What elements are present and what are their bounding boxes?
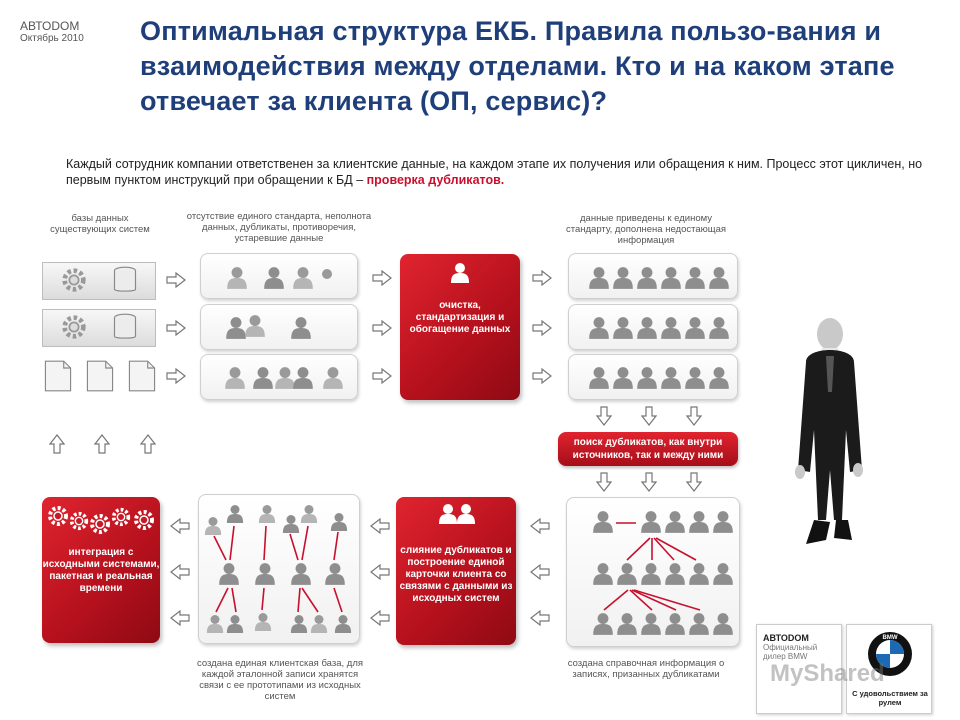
arrow-down-icon xyxy=(642,473,656,491)
arrow-right-icon xyxy=(167,321,185,335)
arrow-right-icon xyxy=(373,321,391,335)
bmw-mark: BMW xyxy=(882,635,898,641)
arrow-down-icon xyxy=(597,473,611,491)
arrow-left-icon xyxy=(371,565,389,579)
arrow-left-icon xyxy=(171,519,189,533)
arrow-left-icon xyxy=(531,611,549,625)
intro-text: Каждый сотрудник компании ответственен за клиентские данные, на каждом этапе их получения или обращения к ним. Процесс этот цикличен, но первым пунктом инструкций при обращении к БД – xyxy=(66,157,923,187)
arrow-up-icon xyxy=(95,435,109,453)
arrow-left-icon xyxy=(531,519,549,533)
arrow-right-icon xyxy=(533,271,551,285)
arrow-right-icon xyxy=(373,369,391,383)
intro-highlight: проверка дубликатов. xyxy=(366,173,505,187)
document-icon xyxy=(45,361,70,391)
caption-unified-base: создана единая клиентская база, для каждой эталонной записи хранятся связи с ее прототипами из исходных систем xyxy=(196,658,364,702)
arrow-down-icon xyxy=(687,473,701,491)
arrow-up-icon xyxy=(50,435,64,453)
arrow-right-icon xyxy=(373,271,391,285)
group-icon xyxy=(439,504,475,524)
arrow-left-icon xyxy=(171,565,189,579)
document-icon xyxy=(87,361,112,391)
arrow-left-icon xyxy=(171,611,189,625)
gear-icon xyxy=(50,508,152,532)
arrow-left-icon xyxy=(371,519,389,533)
person-icon xyxy=(225,267,343,389)
watermark: MyShared xyxy=(770,660,885,687)
step-dup-search-label: поиск дубликатов, как внутри источников, так и между ними xyxy=(572,437,724,461)
arrow-down-icon xyxy=(642,407,656,425)
caption-legacy-db: базы данных существующих систем xyxy=(50,213,150,235)
arrow-right-icon xyxy=(167,273,185,287)
caption-standardized: данные приведены к единому стандарту, дополнена недостающая информация xyxy=(565,213,727,246)
arrow-down-icon xyxy=(597,407,611,425)
brand-date: Октябрь 2010 xyxy=(20,33,84,44)
person-icon xyxy=(589,267,729,389)
gear-icon xyxy=(65,271,84,290)
dealer-name: АВТОDOM xyxy=(763,633,809,643)
arrow-up-icon xyxy=(141,435,155,453)
document-icon xyxy=(129,361,154,391)
person-icon xyxy=(451,263,469,283)
arrow-left-icon xyxy=(371,611,389,625)
person-icon xyxy=(205,505,351,633)
step-merge-label: слияние дубликатов и построение единой карточки клиента со связями с данными из исходных систем xyxy=(399,545,513,604)
caption-no-standard: отсутствие единого стандарта, неполнота данных, дубликаты, противоречия, устаревшие данные xyxy=(186,211,372,244)
brand-name: АВТОDOM xyxy=(20,19,80,33)
arrow-down-icon xyxy=(687,407,701,425)
step-integrate-label: интеграция с исходными системами, пакетная и реальная времени xyxy=(42,547,160,594)
arrow-right-icon xyxy=(533,369,551,383)
bmw-slogan: С удовольствием за рулем xyxy=(852,689,928,707)
database-icon xyxy=(115,267,136,291)
dealer-role: Официальный дилер BMW xyxy=(763,643,818,661)
arrow-left-icon xyxy=(531,565,549,579)
slide-title: Оптимальная структура ЕКБ. Правила пользо-вания и взаимодействия между отделами. Кто и на каком этапе отвечает за клиента (ОП, сервис)? xyxy=(140,16,895,116)
gear-icon xyxy=(65,318,84,337)
businessman-illustration xyxy=(795,318,863,544)
person-icon xyxy=(593,511,733,635)
database-icon xyxy=(115,314,136,338)
arrow-right-icon xyxy=(533,321,551,335)
step-cleanse-label: очистка, стандартизация и обогащение данных xyxy=(409,300,511,335)
caption-reference-info: создана справочная информация о записях, призанных дубликатами xyxy=(567,658,725,680)
arrow-right-icon xyxy=(167,369,185,383)
